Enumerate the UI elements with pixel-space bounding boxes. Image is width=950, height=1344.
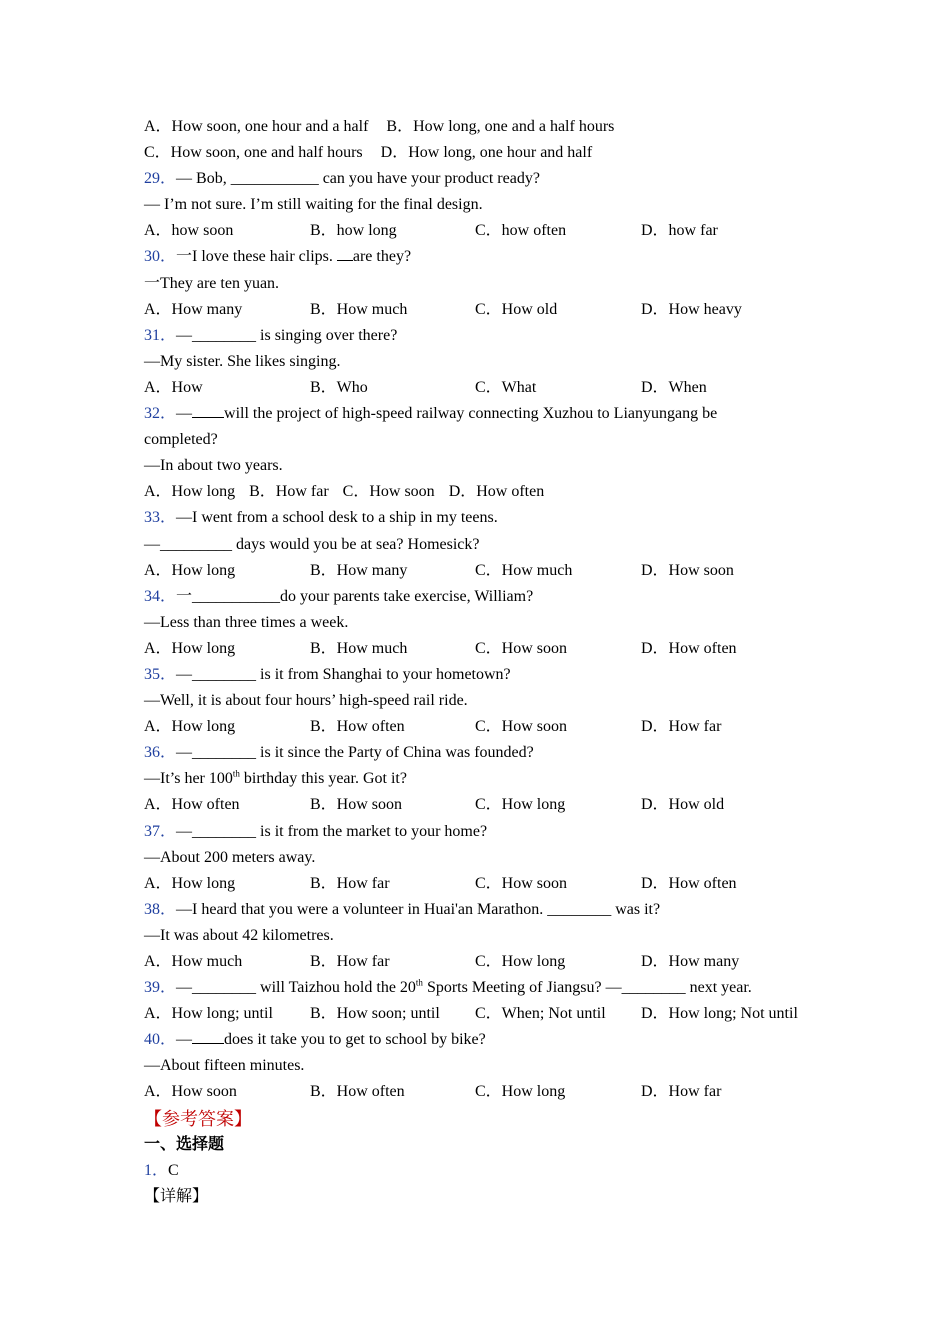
q34-number: 34．	[144, 587, 177, 605]
q36-option-a: A．How often	[144, 796, 240, 814]
q35-stem	[144, 662, 824, 688]
q37-option-c: C．How soon	[475, 874, 568, 892]
q35-option-d: D．How far	[641, 718, 722, 736]
q37-options	[144, 871, 824, 897]
q33-options	[144, 558, 824, 584]
q34-text: 一___________do your parents take exercise, William?	[176, 587, 534, 605]
q29-options	[144, 218, 824, 244]
q39-superscript: th	[415, 977, 423, 988]
q34-option-a: A．How long	[144, 639, 236, 657]
q32-option-b: B．How far	[249, 483, 329, 501]
q30-stem	[144, 244, 824, 270]
q39-option-c: C．When; Not until	[475, 1005, 606, 1023]
q30-option-a: A．How many	[144, 300, 243, 318]
q36-stem	[144, 740, 824, 766]
q34-stem	[144, 584, 824, 610]
q33-text: —I went from a school desk to a ship in my teens.	[176, 509, 498, 527]
answer-key-heading	[144, 1106, 824, 1132]
q37-stem	[144, 819, 824, 845]
answer-1-number: 1．	[144, 1161, 169, 1179]
q33-option-a: A．How long	[144, 561, 236, 579]
q38-option-b: B．How far	[310, 953, 390, 970]
q29-number: 29．	[144, 170, 177, 188]
q29-reply: — I’m not sure. I’m still waiting for the final design.	[144, 196, 483, 214]
q32-text-pre: —	[176, 405, 193, 423]
q40-option-c: C．How long	[475, 1083, 566, 1101]
q31-options	[144, 375, 824, 401]
q29-option-d: D．how far	[641, 222, 718, 240]
q35-options	[144, 714, 824, 740]
q33-stem	[144, 505, 824, 531]
q35-option-c: C．How soon	[475, 718, 568, 736]
q32-option-a: A．How long	[144, 483, 236, 501]
q34-option-b: B．How much	[310, 639, 408, 657]
q38-number: 38．	[144, 900, 177, 918]
q37-option-b: B．How far	[310, 874, 390, 892]
q30-text-pre: 一I love these hair clips.	[176, 248, 337, 266]
q36-option-c: C．How long	[475, 796, 566, 814]
q30-option-b: B．How much	[310, 300, 408, 318]
q38-option-d: D．How many	[641, 953, 740, 970]
worksheet-page	[144, 114, 824, 1210]
q34-option-c: C．How soon	[475, 639, 568, 657]
q37-text: —________ is it from the market to your home?	[176, 822, 488, 840]
q34-reply: —Less than three times a week.	[144, 613, 349, 631]
q32-option-c: C．How soon	[342, 483, 435, 501]
q32-blank	[192, 403, 224, 418]
q36-option-b: B．How soon	[310, 796, 403, 814]
q37-option-a: A．How long	[144, 874, 236, 892]
q38-options	[144, 949, 824, 975]
q38-option-c: C．How long	[475, 953, 566, 970]
q36-option-d: D．How old	[641, 796, 725, 814]
q33-option-c: C．How much	[475, 561, 573, 579]
q35-text: —________ is it from Shanghai to your hometown?	[176, 665, 511, 683]
q31-text: —________ is singing over there?	[176, 326, 398, 344]
q39-text-post: Sports Meeting of Jiangsu? —________ next year.	[422, 979, 752, 997]
section-heading: 一、选择题	[144, 1135, 225, 1153]
q32-number: 32．	[144, 405, 177, 423]
q29-option-a: A．how soon	[144, 222, 234, 240]
q30-options	[144, 297, 824, 323]
q32-text-post: will the project of high-speed railway connecting Xuzhou to Lianyungang be	[224, 405, 718, 423]
q40-text-post: does it take you to get to school by bike?	[224, 1031, 486, 1049]
q39-option-d: D．How long; Not until	[641, 1005, 798, 1023]
q40-number: 40．	[144, 1031, 177, 1049]
q37-reply: —About 200 meters away.	[144, 848, 316, 866]
q39-options	[144, 1001, 824, 1027]
q36-text: —________ is it since the Party of China was founded?	[176, 744, 534, 762]
q40-option-b: B．How often	[310, 1083, 405, 1101]
q35-option-a: A．How long	[144, 718, 236, 736]
q28-option-d: D．How long, one hour and half	[380, 144, 593, 162]
q40-text-pre: —	[176, 1031, 193, 1049]
q30-reply: 一They are ten yuan.	[144, 274, 280, 292]
q28-options-line-1	[144, 114, 824, 140]
q32-options	[144, 479, 824, 505]
q29-option-b: B．how long	[310, 222, 397, 240]
q39-option-a: A．How long; until	[144, 1005, 273, 1023]
q35-option-b: B．How often	[310, 718, 405, 736]
q30-text-post: are they?	[352, 248, 412, 266]
q38-stem	[144, 897, 824, 923]
q33-number: 33．	[144, 509, 177, 527]
q36-reply-pre: —It’s her 100	[144, 770, 233, 788]
q36-reply	[144, 766, 824, 792]
q39-stem	[144, 975, 824, 1001]
q40-option-a: A．How soon	[144, 1083, 237, 1101]
q39-number: 39．	[144, 979, 177, 997]
q40-stem	[144, 1027, 824, 1053]
q40-blank	[192, 1029, 224, 1044]
q31-number: 31．	[144, 326, 177, 344]
q39-option-b: B．How soon; until	[310, 1005, 440, 1023]
q35-number: 35．	[144, 665, 177, 683]
q33-option-d: D．How soon	[641, 561, 734, 579]
q35-reply: —Well, it is about four hours’ high-speed rail ride.	[144, 692, 468, 710]
q31-option-b: B．Who	[310, 378, 368, 396]
q38-option-a: A．How much	[144, 953, 243, 970]
answer-1-detail-label: 【详解】	[144, 1187, 209, 1205]
answer-1	[144, 1158, 824, 1184]
q33-reply: —_________ days would you be at sea? Homesick?	[144, 535, 480, 553]
q40-options	[144, 1079, 824, 1105]
q38-text: —I heard that you were a volunteer in Huai'an Marathon. ________ was it?	[176, 900, 661, 918]
q37-number: 37．	[144, 822, 177, 840]
q32-option-d: D．How often	[448, 483, 545, 501]
q28-option-a: A．How soon, one hour and a half	[144, 118, 369, 135]
q29-text: — Bob, ___________ can you have your product ready?	[176, 170, 540, 188]
q31-option-a: A．How	[144, 378, 203, 396]
q31-reply: —My sister. She likes singing.	[144, 352, 341, 370]
q31-option-d: D．When	[641, 378, 707, 396]
q28-options-line-2	[144, 140, 824, 166]
q29-option-c: C．how often	[475, 222, 567, 240]
q32-stem-continued: completed?	[144, 431, 218, 449]
q36-options	[144, 792, 824, 818]
q32-reply: —In about two years.	[144, 457, 283, 475]
q32-stem	[144, 401, 824, 427]
q36-reply-superscript: th	[232, 769, 240, 780]
q34-options	[144, 636, 824, 662]
q30-option-d: D．How heavy	[641, 300, 742, 318]
q38-reply: —It was about 42 kilometres.	[144, 926, 334, 944]
answer-1-value: C	[168, 1161, 179, 1179]
q28-option-b: B．How long, one and a half hours	[386, 118, 615, 135]
q37-option-d: D．How often	[641, 874, 737, 892]
q31-option-c: C．What	[475, 378, 537, 396]
q31-stem	[144, 323, 824, 349]
q40-reply: —About fifteen minutes.	[144, 1057, 305, 1075]
q30-blank	[337, 246, 353, 261]
q33-option-b: B．How many	[310, 561, 408, 579]
q40-option-d: D．How far	[641, 1083, 722, 1101]
q30-number: 30．	[144, 248, 177, 266]
answer-key-title: 【参考答案】	[144, 1108, 252, 1129]
q39-text-pre: —________ will Taizhou hold the 20	[176, 979, 416, 997]
q36-reply-post: birthday this year. Got it?	[239, 770, 407, 788]
q30-option-c: C．How old	[475, 300, 558, 318]
q34-option-d: D．How often	[641, 639, 737, 657]
q29-stem	[144, 166, 824, 192]
q28-option-c: C．How soon, one and half hours	[144, 144, 363, 162]
q36-number: 36．	[144, 744, 177, 762]
